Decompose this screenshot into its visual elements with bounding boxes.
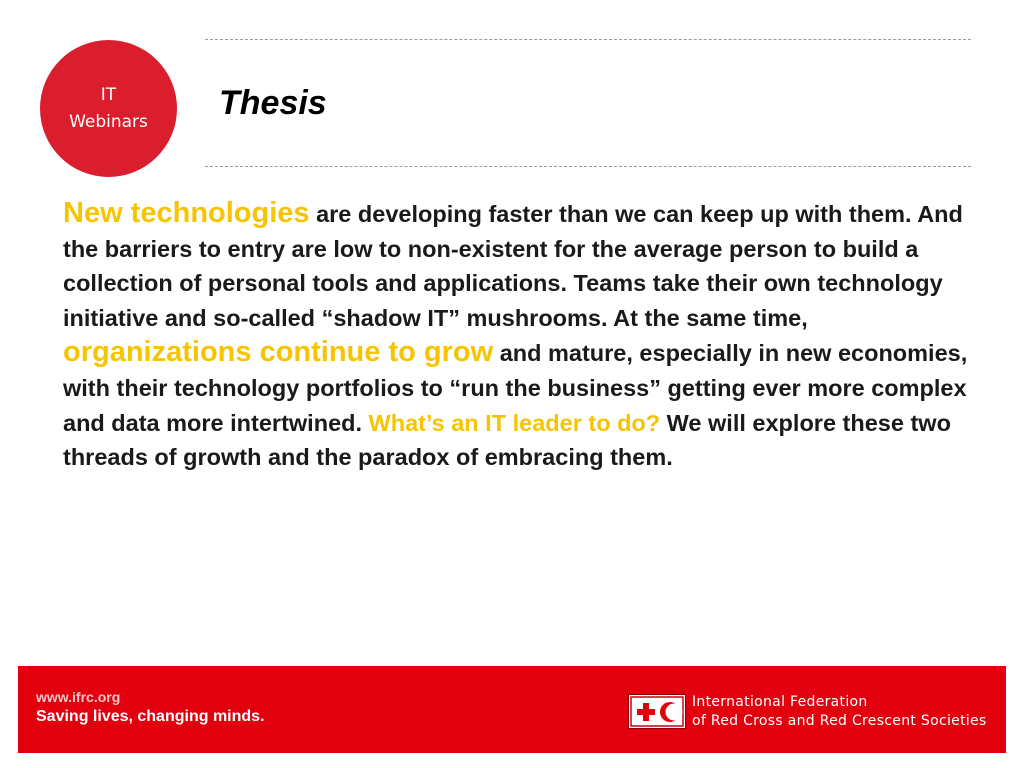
slide-title: Thesis (219, 84, 327, 122)
highlight-new-technologies: New technologies (63, 197, 310, 229)
red-cross-red-crescent-emblem-icon (628, 694, 686, 729)
it-webinars-badge (40, 40, 177, 177)
footer-left-block (36, 688, 265, 728)
body-text-part-2: and mature, especially in new economies, with their technology portfolios to “run the business” getting ever more complex and data more intertwined. (63, 340, 968, 436)
organization-name (692, 693, 987, 731)
org-name-line-2: of Red Cross and Red Crescent Societies (692, 713, 987, 729)
bottom-dashed-divider (205, 166, 971, 167)
footer-url-link[interactable]: www.ifrc.org (36, 689, 121, 705)
body-text-part-1: are developing faster than we can keep up with them. And the barriers to entry are low to non-existent for the average person to build a collection of personal tools and applications. Teams take their own technology initiative and so-called “shadow IT” mushrooms. At the same time, (63, 201, 963, 331)
footer-tagline: Saving lives, changing minds. (36, 708, 265, 725)
top-dashed-divider (205, 39, 971, 40)
badge-line-2: Webinars (69, 111, 148, 132)
org-name-line-1: International Federation (692, 694, 868, 710)
thesis-paragraph (63, 196, 983, 475)
body-text-part-3: We will explore these two threads of growth and the paradox of embracing them. (63, 409, 951, 471)
badge-line-1: IT (100, 84, 117, 105)
highlight-it-leader-question: What’s an IT leader to do? (368, 409, 661, 436)
footer-banner (18, 666, 1006, 753)
highlight-organizations-continue-to-grow: organizations continue to grow (63, 336, 494, 369)
